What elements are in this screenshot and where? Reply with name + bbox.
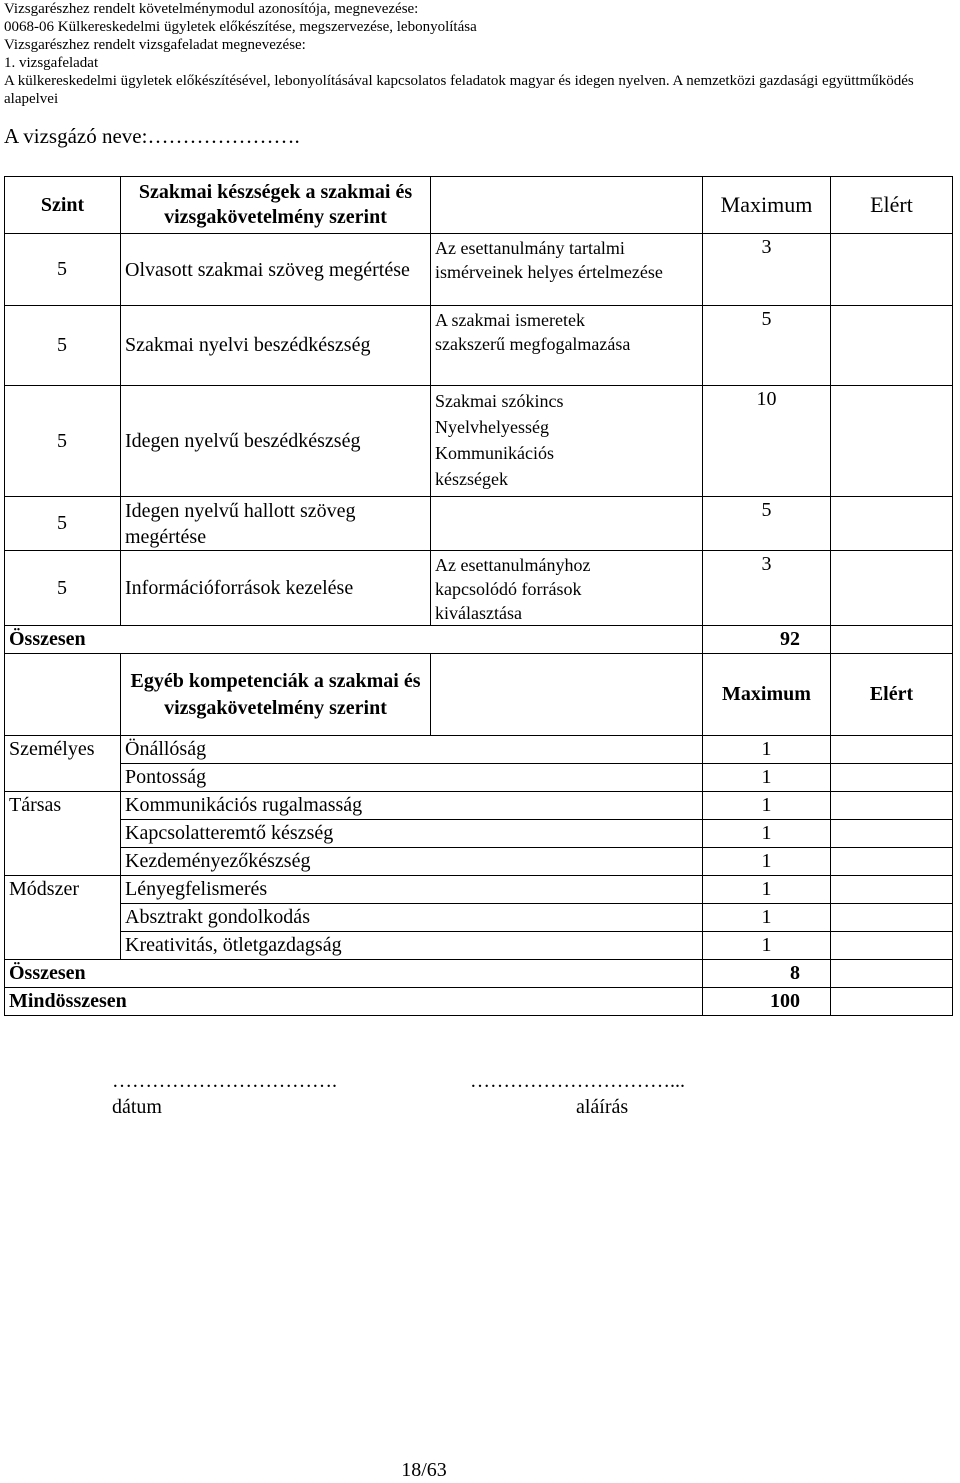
criteria-cell <box>431 876 703 904</box>
criteria-text: Az esettanulmányhoz kapcsolódó források kiválasztása <box>435 555 591 623</box>
grand-total-value: 100 <box>703 988 831 1016</box>
competence-cell: Önállóság <box>121 736 431 764</box>
group-cell: Módszer <box>5 876 121 904</box>
criteria-cell <box>431 932 703 960</box>
skill-cell: Szakmai nyelvi beszédkészség <box>121 306 431 386</box>
max-cell: 3 <box>703 234 831 306</box>
skill-cell: Információforrások kezelése <box>121 551 431 626</box>
skill-cell: Olvasott szakmai szöveg megértése <box>121 234 431 306</box>
max-cell: 10 <box>703 386 831 497</box>
assessment-table <box>4 176 953 1016</box>
competence-cell: Kommunikációs rugalmasság <box>121 792 431 820</box>
group-cell: Társas <box>5 792 121 820</box>
criteria-cell <box>431 386 703 497</box>
max-header: Maximum <box>703 654 831 736</box>
total-value: 92 <box>703 626 831 654</box>
competence-cell: Kreativitás, ötletgazdagság <box>121 932 431 960</box>
max-cell: 1 <box>703 904 831 932</box>
level-header: Szint <box>5 177 121 234</box>
criteria-cell <box>431 551 703 626</box>
max-cell: 3 <box>703 551 831 626</box>
level-cell: 5 <box>5 386 121 497</box>
criteria-text: Szakmai szókincs Nyelvhelyesség Kommunikációs készségek <box>435 391 564 489</box>
achieved-cell <box>831 234 953 306</box>
header-line: 0068-06 Külkereskedelmi ügyletek előkészítése, megszervezése, lebonyolítása <box>4 19 477 35</box>
achieved-cell <box>831 626 953 654</box>
skills-header: Szakmai készségek a szakmai és vizsgakövetelmény szerint <box>121 177 431 234</box>
max-cell: 1 <box>703 932 831 960</box>
achieved-cell <box>831 736 953 764</box>
max-header: Maximum <box>703 177 831 234</box>
competence-cell: Kapcsolatteremtő készség <box>121 820 431 848</box>
header-line: Vizsgarészhez rendelt követelménymodul azonosítója, megnevezése: <box>4 1 419 17</box>
achieved-cell <box>831 820 953 848</box>
criteria-cell <box>431 820 703 848</box>
competence-cell: Absztrakt gondolkodás <box>121 904 431 932</box>
header-line: 1. vizsgafeladat <box>4 55 99 71</box>
date-label: dátum <box>112 1096 162 1118</box>
max-cell: 1 <box>703 848 831 876</box>
achieved-cell <box>831 792 953 820</box>
criteria-cell <box>431 904 703 932</box>
signature-label: aláírás <box>576 1096 629 1118</box>
achieved-cell <box>831 306 953 386</box>
group-cell: Személyes <box>5 736 121 764</box>
achieved-header: Elért <box>831 654 953 736</box>
criteria-cell <box>431 764 703 792</box>
level-cell: 5 <box>5 234 121 306</box>
achieved-cell <box>831 386 953 497</box>
max-cell: 1 <box>703 876 831 904</box>
criteria-cell <box>431 654 703 736</box>
header-line: Vizsgarészhez rendelt vizsgafeladat megnevezése: <box>4 37 306 53</box>
competence-cell: Lényegfelismerés <box>121 876 431 904</box>
achieved-cell <box>831 904 953 932</box>
page-number: 18/63 <box>401 1459 447 1481</box>
achieved-cell <box>831 848 953 876</box>
group-cell <box>5 764 121 792</box>
max-cell: 1 <box>703 764 831 792</box>
document-header <box>4 0 954 108</box>
achieved-cell <box>831 932 953 960</box>
header-line: A külkereskedelmi ügyletek előkészítésével, lebonyolításával kapcsolatos feladatok magyar és idegen nyelven. A nemzetközi gazdasági együttműködés alapelvei <box>4 73 914 107</box>
criteria-cell <box>431 497 703 551</box>
max-cell: 1 <box>703 736 831 764</box>
total-label: Összesen <box>5 960 703 988</box>
skill-cell: Idegen nyelvű beszédkészség <box>121 386 431 497</box>
criteria-cell <box>431 736 703 764</box>
total-label: Összesen <box>5 626 703 654</box>
criteria-text: A szakmai ismeretek szakszerű megfogalmazása <box>435 310 631 354</box>
grand-total-label: Mindösszesen <box>5 988 703 1016</box>
candidate-name-label: A vizsgázó neve:…………………. <box>4 124 300 148</box>
group-cell <box>5 820 121 848</box>
group-header <box>5 654 121 736</box>
achieved-cell <box>831 876 953 904</box>
group-cell <box>5 904 121 932</box>
level-cell: 5 <box>5 497 121 551</box>
competence-cell: Pontosság <box>121 764 431 792</box>
criteria-cell: Az esettanulmány tartalmi ismérveinek helyes értelmezése <box>431 234 703 306</box>
level-cell: 5 <box>5 551 121 626</box>
max-cell: 5 <box>703 497 831 551</box>
skill-cell: Idegen nyelvű hallott szöveg megértése <box>121 497 431 551</box>
group-cell <box>5 932 121 960</box>
group-cell <box>5 848 121 876</box>
achieved-cell <box>831 988 953 1016</box>
criteria-cell <box>431 848 703 876</box>
achieved-cell <box>831 960 953 988</box>
competence-cell: Kezdeményezőkészség <box>121 848 431 876</box>
achieved-header: Elért <box>831 177 953 234</box>
criteria-cell <box>431 792 703 820</box>
criteria-cell <box>431 177 703 234</box>
total-value: 8 <box>703 960 831 988</box>
achieved-cell <box>831 497 953 551</box>
max-cell: 1 <box>703 820 831 848</box>
achieved-cell <box>831 764 953 792</box>
level-cell: 5 <box>5 306 121 386</box>
signature-dots: …………………………... <box>470 1070 685 1092</box>
date-dots: ……………………………. <box>112 1070 337 1092</box>
max-cell: 5 <box>703 306 831 386</box>
criteria-cell <box>431 306 703 386</box>
achieved-cell <box>831 551 953 626</box>
competence-header: Egyéb kompetenciák a szakmai és vizsgakövetelmény szerint <box>121 654 431 736</box>
max-cell: 1 <box>703 792 831 820</box>
